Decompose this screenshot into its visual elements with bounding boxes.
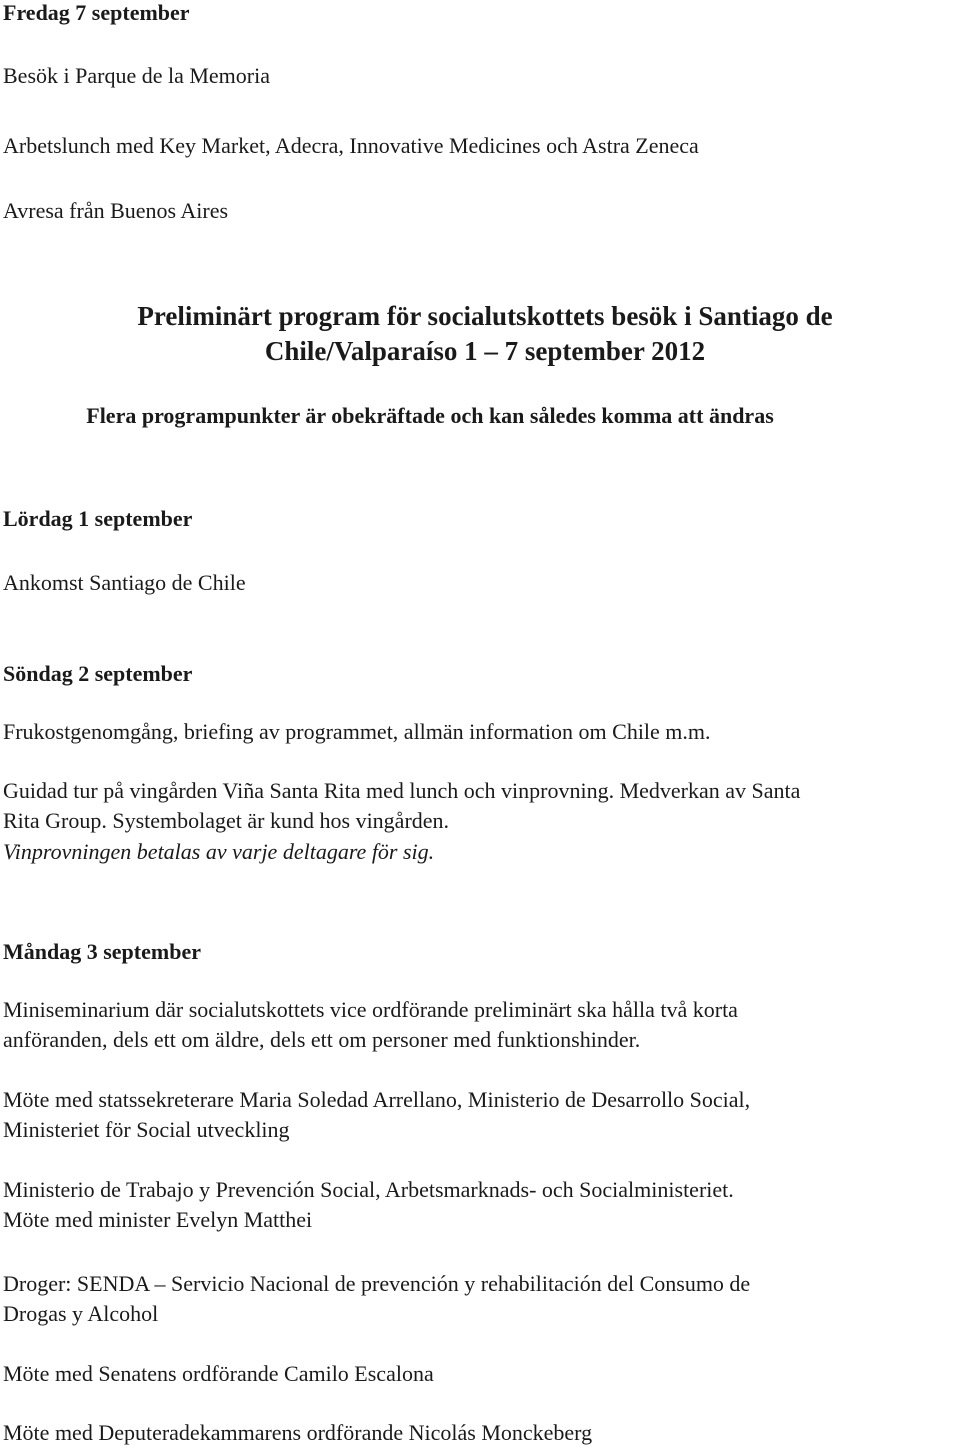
sunday-item-2-line-1: Guidad tur på vingården Viña Santa Rita med lunch och vinprovning. Medverkan av Santa: [3, 778, 801, 803]
monday-meeting-1-line-1: Möte med statssekreterare Maria Soledad Arrellano, Ministerio de Desarrollo Social,: [3, 1087, 751, 1112]
sunday-item-1: Frukostgenomgång, briefing av programmet, allmän information om Chile m.m.: [3, 719, 711, 744]
monday-seminar-line-2: anföranden, dels ett om äldre, dels ett om personer med funktionshinder.: [3, 1027, 641, 1052]
monday-senate-meeting: Möte med Senatens ordförande Camilo Escalona: [3, 1361, 434, 1386]
monday-heading: Måndag 3 september: [3, 939, 201, 964]
monday-seminar-line-1: Miniseminarium där socialutskottets vice ordförande preliminärt ska hålla två korta: [3, 997, 738, 1022]
sunday-item-2-line-2: Rita Group. Systembolaget är kund hos vingården.: [3, 808, 450, 833]
friday-item-3: Avresa från Buenos Aires: [3, 198, 229, 223]
saturday-item-1: Ankomst Santiago de Chile: [3, 570, 246, 595]
monday-drugs-line-1: Droger: SENDA – Servicio Nacional de prevención y rehabilitación del Consumo de: [3, 1271, 751, 1296]
monday-meeting-1-line-2: Ministeriet för Social utveckling: [3, 1117, 290, 1142]
saturday-heading: Lördag 1 september: [3, 506, 193, 531]
program-title-line-1: Preliminärt program för socialutskottets besök i Santiago de: [137, 301, 833, 331]
monday-drugs-line-2: Drogas y Alcohol: [3, 1301, 159, 1326]
friday-item-1: Besök i Parque de la Memoria: [3, 63, 270, 88]
monday-meeting-2-line-1: Ministerio de Trabajo y Prevención Social, Arbetsmarknads- och Socialministeriet.: [3, 1177, 734, 1202]
sunday-heading: Söndag 2 september: [3, 661, 193, 686]
monday-meeting-2-line-2: Möte med minister Evelyn Matthei: [3, 1207, 313, 1232]
sunday-item-2-note: Vinprovningen betalas av varje deltagare för sig.: [3, 839, 435, 864]
monday-deputies-meeting: Möte med Deputeradekammarens ordförande Nicolás Monckeberg: [3, 1420, 593, 1445]
friday-heading: Fredag 7 september: [3, 0, 190, 25]
program-subtitle: Flera programpunkter är obekräftade och kan således komma att ändras: [86, 403, 774, 428]
friday-item-2: Arbetslunch med Key Market, Adecra, Innovative Medicines och Astra Zeneca: [3, 133, 699, 158]
program-title-line-2: Chile/Valparaíso 1 – 7 september 2012: [264, 336, 706, 366]
